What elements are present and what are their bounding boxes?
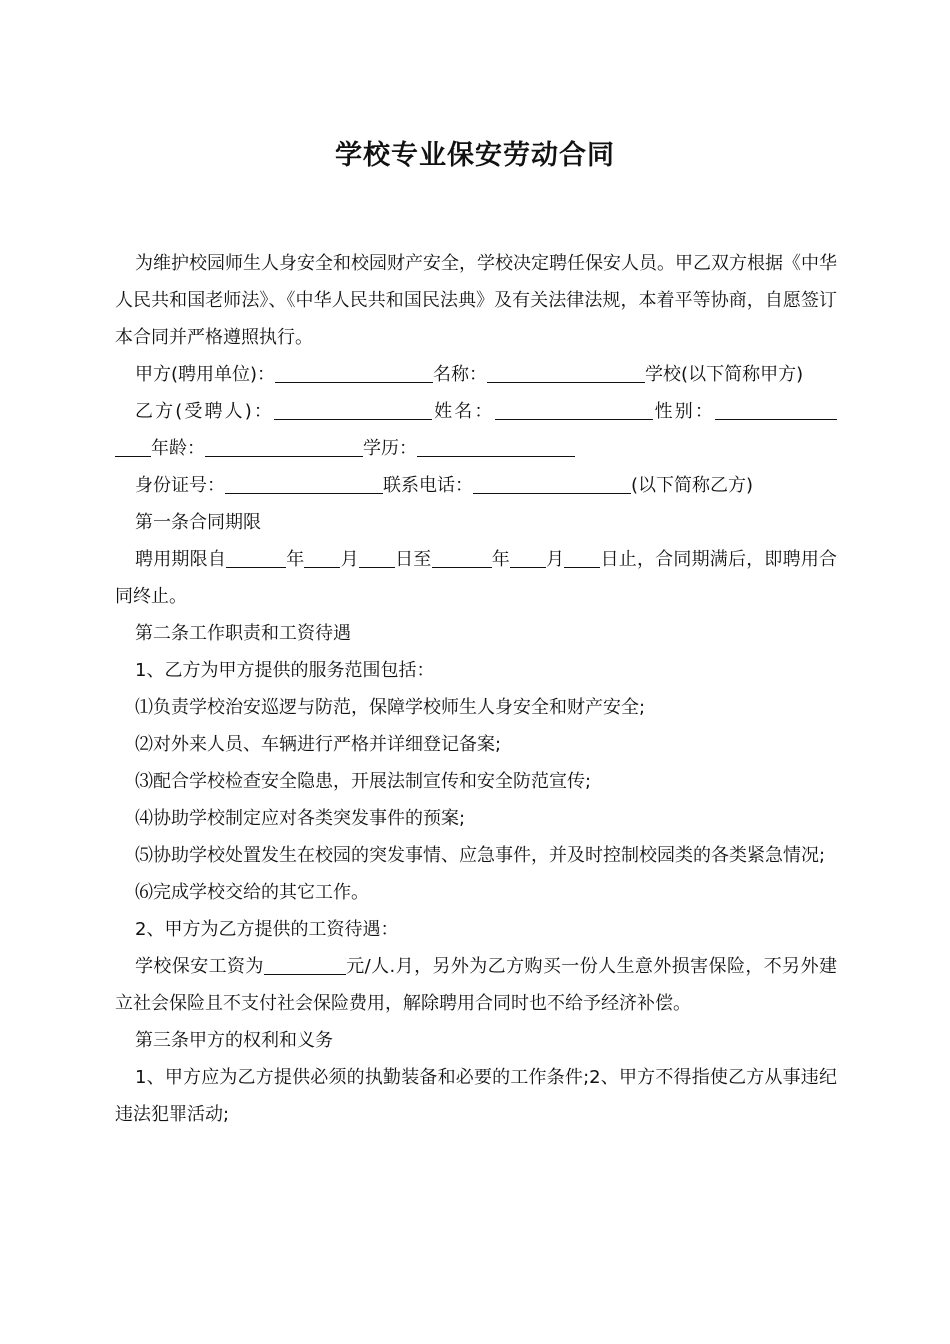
duty-item: ⑹完成学校交给的其它工作。 (135, 882, 369, 903)
wage-intro: 2、甲方为乙方提供的工资待遇： (135, 919, 399, 940)
party-b-name-blank[interactable] (495, 401, 653, 420)
end-year-label: 年 (491, 549, 510, 570)
end-month-label: 月 (545, 549, 565, 570)
end-month-blank[interactable] (510, 549, 546, 568)
party-b-id-label: 身份证号： (135, 475, 225, 496)
article1-term-line (115, 541, 837, 615)
party-b-id-line (115, 467, 837, 504)
party-a-name-label: 名称： (433, 364, 488, 385)
party-a-line (115, 356, 837, 393)
start-day-label: 日至 (394, 549, 432, 570)
article3-text: 1、甲方应为乙方提供必须的执勤装备和必要的工作条件;2、甲方不得指使乙方从事违纪违法犯罪活动; (115, 1067, 837, 1125)
duty-item: ⑶配合学校检查安全隐患，开展法制宣传和安全防范宣传; (135, 771, 592, 792)
party-b-person-blank[interactable] (274, 401, 432, 420)
party-b-age-label: 年龄： (151, 438, 205, 459)
party-b-phone-label: 联系电话： (383, 475, 473, 496)
party-a-name-blank[interactable] (487, 364, 645, 383)
party-b-gender-label: 性别： (652, 401, 716, 422)
intro-paragraph: 为维护校园师生人身安全和校园财产安全，学校决定聘任保安人员。甲乙双方根据《中华人民共和国老师法》、《中华人民共和国民法典》及有关法律法规，本着平等协商，自愿签订本合同并严格遵照执行。 (115, 253, 837, 348)
document-title: 学校专业保安劳动合同 (335, 140, 615, 171)
start-month-label: 月 (340, 549, 359, 570)
party-b-suffix: (以下简称乙方) (631, 475, 754, 496)
article3-heading: 第三条甲方的权利和义务 (135, 1030, 333, 1051)
party-b-age-blank[interactable] (205, 438, 363, 457)
document-body (115, 245, 837, 1133)
start-year-label: 年 (286, 549, 305, 570)
term-prefix: 聘用期限自 (135, 549, 227, 570)
start-day-blank[interactable] (359, 549, 395, 568)
party-a-label: 甲方(聘用单位)： (135, 364, 276, 385)
article2-heading: 第二条工作职责和工资待遇 (135, 623, 351, 644)
duty-item: ⑷协助学校制定应对各类突发事件的预案; (135, 808, 466, 829)
party-b-gender-blank-cont[interactable] (115, 438, 151, 457)
duty-item: ⑸协助学校处置发生在校园的突发事情、应急事件，并及时控制校园类的各类紧急情况; (135, 845, 826, 866)
party-a-suffix: 学校(以下简称甲方) (645, 364, 804, 385)
start-month-blank[interactable] (304, 549, 340, 568)
wage-suffix: 元/人.月，另外为乙方购买一份人生意外损害保险，不另外建立社会保险且不支付社会保险费用，解除聘用合同时也不给予经济补偿。 (115, 956, 837, 1014)
party-b-line (115, 393, 837, 467)
wage-prefix: 学校保安工资为 (135, 956, 264, 977)
service-scope-intro: 1、乙方为甲方提供的服务范围包括： (135, 660, 435, 681)
duty-item: ⑴负责学校治安巡逻与防范，保障学校师生人身安全和财产安全; (135, 697, 646, 718)
party-b-name-label: 姓名： (432, 401, 495, 422)
start-year-blank[interactable] (226, 549, 286, 568)
wage-amount-blank[interactable] (264, 956, 346, 975)
party-b-label: 乙方(受聘人)： (135, 401, 275, 422)
party-b-id-blank[interactable] (225, 475, 383, 494)
term-end-text: 日止，合同期满后，即聘用合同终止。 (115, 549, 838, 607)
end-day-blank[interactable] (564, 549, 600, 568)
party-b-education-blank[interactable] (417, 438, 575, 457)
party-a-unit-blank[interactable] (275, 364, 433, 383)
end-year-blank[interactable] (432, 549, 492, 568)
party-b-education-label: 学历： (363, 438, 417, 459)
article1-heading: 第一条合同期限 (135, 512, 261, 533)
duty-item: ⑵对外来人员、车辆进行严格并详细登记备案; (135, 734, 502, 755)
wage-paragraph (115, 948, 837, 1022)
party-b-gender-blank[interactable] (715, 401, 837, 420)
party-b-phone-blank[interactable] (473, 475, 631, 494)
